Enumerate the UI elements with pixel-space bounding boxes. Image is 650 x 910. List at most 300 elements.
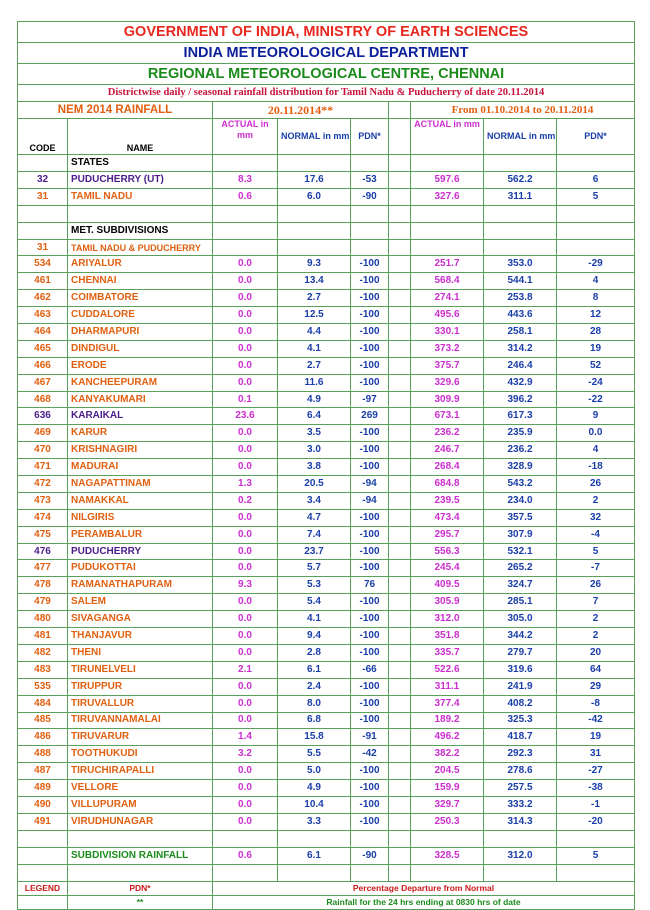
row-name: CHENNAI bbox=[68, 273, 213, 290]
summary-season-pdn: 5 bbox=[557, 847, 635, 864]
gap-cell bbox=[389, 442, 411, 459]
daily-pdn: -100 bbox=[351, 780, 389, 797]
season-pdn: -42 bbox=[557, 712, 635, 729]
daily-pdn: -100 bbox=[351, 695, 389, 712]
season-normal: 314.2 bbox=[484, 340, 557, 357]
season-pdn: 28 bbox=[557, 324, 635, 341]
daily-normal: 4.9 bbox=[278, 780, 351, 797]
daily-actual: 0.0 bbox=[213, 796, 278, 813]
season-pdn: 26 bbox=[557, 577, 635, 594]
col-season-pdn: PDN* bbox=[557, 119, 635, 155]
daily-normal: 5.5 bbox=[278, 746, 351, 763]
daily-actual: 0.0 bbox=[213, 813, 278, 830]
daily-actual: 0.0 bbox=[213, 256, 278, 273]
daily-normal: 4.1 bbox=[278, 611, 351, 628]
daily-normal: 11.6 bbox=[278, 374, 351, 391]
gap-cell bbox=[389, 780, 411, 797]
empty-cell bbox=[411, 205, 484, 222]
daily-actual: 1.3 bbox=[213, 476, 278, 493]
season-actual: 473.4 bbox=[411, 509, 484, 526]
row-name: KARAIKAL bbox=[68, 408, 213, 425]
row-code: 534 bbox=[18, 256, 68, 273]
header-ministry: GOVERNMENT OF INDIA, MINISTRY OF EARTH SCIENCES bbox=[18, 22, 635, 43]
season-actual: 189.2 bbox=[411, 712, 484, 729]
daily-actual: 3.2 bbox=[213, 746, 278, 763]
daily-pdn: -100 bbox=[351, 290, 389, 307]
daily-actual: 0.0 bbox=[213, 442, 278, 459]
season-actual: 329.7 bbox=[411, 796, 484, 813]
daily-normal: 17.6 bbox=[278, 171, 351, 188]
daily-normal: 8.0 bbox=[278, 695, 351, 712]
daily-pdn: -100 bbox=[351, 712, 389, 729]
gap-cell bbox=[389, 763, 411, 780]
district-row bbox=[18, 425, 635, 442]
row-name: KRISHNAGIRI bbox=[68, 442, 213, 459]
gap-cell bbox=[389, 526, 411, 543]
gap-cell bbox=[389, 476, 411, 493]
season-pdn: -8 bbox=[557, 695, 635, 712]
daily-pdn: -100 bbox=[351, 796, 389, 813]
daily-pdn: -100 bbox=[351, 611, 389, 628]
season-normal: 258.1 bbox=[484, 324, 557, 341]
row-code: 491 bbox=[18, 813, 68, 830]
row-code: 485 bbox=[18, 712, 68, 729]
season-actual: 522.6 bbox=[411, 661, 484, 678]
season-actual: 268.4 bbox=[411, 459, 484, 476]
empty-cell bbox=[557, 239, 635, 256]
empty-cell bbox=[278, 222, 351, 239]
daily-pdn: -100 bbox=[351, 340, 389, 357]
col-daily-actual: ACTUAL in mm bbox=[213, 119, 278, 155]
season-normal: 235.9 bbox=[484, 425, 557, 442]
season-actual: 245.4 bbox=[411, 560, 484, 577]
row-name: ARIYALUR bbox=[68, 256, 213, 273]
row-code: 31 bbox=[18, 188, 68, 205]
daily-actual: 0.0 bbox=[213, 290, 278, 307]
summary-season-actual: 328.5 bbox=[411, 847, 484, 864]
row-name: COIMBATORE bbox=[68, 290, 213, 307]
row-name: PUDUCHERRY bbox=[68, 543, 213, 560]
daily-actual: 0.0 bbox=[213, 340, 278, 357]
empty-cell bbox=[557, 222, 635, 239]
gap-cell bbox=[389, 560, 411, 577]
daily-normal: 4.4 bbox=[278, 324, 351, 341]
season-normal: 265.2 bbox=[484, 560, 557, 577]
daily-normal: 3.5 bbox=[278, 425, 351, 442]
season-normal: 234.0 bbox=[484, 492, 557, 509]
district-row bbox=[18, 611, 635, 628]
summary-daily-actual: 0.6 bbox=[213, 847, 278, 864]
season-actual: 375.7 bbox=[411, 357, 484, 374]
season-range: From 01.10.2014 to 20.11.2014 bbox=[411, 102, 635, 119]
daily-pdn: -90 bbox=[351, 188, 389, 205]
daily-pdn: -100 bbox=[351, 543, 389, 560]
empty-cell bbox=[389, 864, 411, 881]
row-name: PUDUKOTTAI bbox=[68, 560, 213, 577]
season-pdn: 32 bbox=[557, 509, 635, 526]
row-code: 481 bbox=[18, 628, 68, 645]
row-name: TIRUVANNAMALAI bbox=[68, 712, 213, 729]
daily-actual: 0.0 bbox=[213, 425, 278, 442]
empty-cell bbox=[557, 155, 635, 172]
daily-actual: 0.0 bbox=[213, 509, 278, 526]
row-code: 471 bbox=[18, 459, 68, 476]
row-code: 476 bbox=[18, 543, 68, 560]
season-pdn: 12 bbox=[557, 307, 635, 324]
season-actual: 251.7 bbox=[411, 256, 484, 273]
season-actual: 204.5 bbox=[411, 763, 484, 780]
season-actual: 409.5 bbox=[411, 577, 484, 594]
season-actual: 159.9 bbox=[411, 780, 484, 797]
daily-pdn: -100 bbox=[351, 374, 389, 391]
row-code: 472 bbox=[18, 476, 68, 493]
empty-cell bbox=[557, 830, 635, 847]
gap-cell bbox=[389, 611, 411, 628]
season-actual: 274.1 bbox=[411, 290, 484, 307]
season-actual: 309.9 bbox=[411, 391, 484, 408]
empty-cell bbox=[351, 155, 389, 172]
row-code: 473 bbox=[18, 492, 68, 509]
season-actual: 312.0 bbox=[411, 611, 484, 628]
season-normal: 357.5 bbox=[484, 509, 557, 526]
row-name: TOOTHUKUDI bbox=[68, 746, 213, 763]
daily-normal: 5.7 bbox=[278, 560, 351, 577]
season-normal: 319.6 bbox=[484, 661, 557, 678]
season-pdn: 19 bbox=[557, 729, 635, 746]
states-heading-label: STATES bbox=[68, 155, 213, 172]
blank-row bbox=[18, 864, 635, 881]
daily-pdn: -53 bbox=[351, 171, 389, 188]
daily-pdn: -100 bbox=[351, 256, 389, 273]
subdiv-heading-label: MET. SUBDIVISIONS bbox=[68, 222, 213, 239]
row-name: DHARMAPURI bbox=[68, 324, 213, 341]
gap-cell bbox=[389, 813, 411, 830]
daily-normal: 4.1 bbox=[278, 340, 351, 357]
season-actual: 673.1 bbox=[411, 408, 484, 425]
empty-cell bbox=[18, 895, 68, 909]
daily-normal: 13.4 bbox=[278, 273, 351, 290]
gap-cell bbox=[389, 340, 411, 357]
season-actual: 382.2 bbox=[411, 746, 484, 763]
empty-cell bbox=[389, 155, 411, 172]
empty-cell bbox=[389, 830, 411, 847]
season-pdn: 29 bbox=[557, 678, 635, 695]
district-row bbox=[18, 408, 635, 425]
daily-pdn: -100 bbox=[351, 324, 389, 341]
daily-actual: 0.0 bbox=[213, 374, 278, 391]
daily-pdn: -100 bbox=[351, 273, 389, 290]
empty-cell bbox=[484, 155, 557, 172]
col-season-actual: ACTUAL in mm bbox=[411, 119, 484, 155]
daily-actual: 8.3 bbox=[213, 171, 278, 188]
gap-cell bbox=[389, 256, 411, 273]
daily-pdn: -100 bbox=[351, 644, 389, 661]
daily-normal: 3.0 bbox=[278, 442, 351, 459]
daily-pdn: -100 bbox=[351, 425, 389, 442]
daily-actual: 0.6 bbox=[213, 188, 278, 205]
daily-pdn: -97 bbox=[351, 391, 389, 408]
row-code: 478 bbox=[18, 577, 68, 594]
daily-actual: 0.0 bbox=[213, 357, 278, 374]
empty-cell bbox=[389, 205, 411, 222]
row-code: 475 bbox=[18, 526, 68, 543]
subdiv-code: 31 bbox=[18, 239, 68, 256]
season-normal: 353.0 bbox=[484, 256, 557, 273]
daily-actual: 0.2 bbox=[213, 492, 278, 509]
gap-cell bbox=[389, 171, 411, 188]
row-code: 465 bbox=[18, 340, 68, 357]
row-name: ERODE bbox=[68, 357, 213, 374]
season-actual: 335.7 bbox=[411, 644, 484, 661]
row-code: 479 bbox=[18, 594, 68, 611]
row-code: 466 bbox=[18, 357, 68, 374]
col-code: CODE bbox=[18, 119, 68, 155]
daily-actual: 0.0 bbox=[213, 526, 278, 543]
daily-actual: 0.0 bbox=[213, 273, 278, 290]
daily-normal: 2.7 bbox=[278, 357, 351, 374]
empty-cell bbox=[18, 155, 68, 172]
season-pdn: 4 bbox=[557, 273, 635, 290]
row-name: THENI bbox=[68, 644, 213, 661]
season-normal: 285.1 bbox=[484, 594, 557, 611]
gap-cell bbox=[389, 273, 411, 290]
legend-star-desc: Rainfall for the 24 hrs ending at 0830 hrs of date bbox=[213, 895, 635, 909]
district-row bbox=[18, 678, 635, 695]
empty-cell bbox=[278, 155, 351, 172]
daily-actual: 0.0 bbox=[213, 543, 278, 560]
row-name: MADURAI bbox=[68, 459, 213, 476]
gap-cell bbox=[389, 729, 411, 746]
empty-cell bbox=[484, 222, 557, 239]
row-code: 636 bbox=[18, 408, 68, 425]
daily-pdn: 76 bbox=[351, 577, 389, 594]
daily-actual: 2.1 bbox=[213, 661, 278, 678]
district-row bbox=[18, 374, 635, 391]
season-pdn: -20 bbox=[557, 813, 635, 830]
season-normal: 253.8 bbox=[484, 290, 557, 307]
district-row bbox=[18, 763, 635, 780]
row-code: 484 bbox=[18, 695, 68, 712]
season-actual: 495.6 bbox=[411, 307, 484, 324]
district-row bbox=[18, 813, 635, 830]
district-row bbox=[18, 746, 635, 763]
daily-normal: 2.4 bbox=[278, 678, 351, 695]
season-normal: 314.3 bbox=[484, 813, 557, 830]
season-normal: 432.9 bbox=[484, 374, 557, 391]
empty-cell bbox=[484, 864, 557, 881]
daily-normal: 5.4 bbox=[278, 594, 351, 611]
season-normal: 543.2 bbox=[484, 476, 557, 493]
gap-cell bbox=[389, 459, 411, 476]
district-row bbox=[18, 526, 635, 543]
row-code: 470 bbox=[18, 442, 68, 459]
summary-daily-normal: 6.1 bbox=[278, 847, 351, 864]
row-code: 535 bbox=[18, 678, 68, 695]
season-normal: 443.6 bbox=[484, 307, 557, 324]
daily-actual: 0.0 bbox=[213, 763, 278, 780]
row-name: VILLUPURAM bbox=[68, 796, 213, 813]
row-name: RAMANATHAPURAM bbox=[68, 577, 213, 594]
season-actual: 330.1 bbox=[411, 324, 484, 341]
daily-normal: 5.0 bbox=[278, 763, 351, 780]
empty-cell bbox=[411, 222, 484, 239]
empty-cell bbox=[213, 864, 278, 881]
blank-row bbox=[18, 205, 635, 222]
season-pdn: -38 bbox=[557, 780, 635, 797]
daily-pdn: -100 bbox=[351, 678, 389, 695]
row-code: 461 bbox=[18, 273, 68, 290]
empty-cell bbox=[18, 864, 68, 881]
season-actual: 568.4 bbox=[411, 273, 484, 290]
daily-normal: 6.0 bbox=[278, 188, 351, 205]
header-imd: INDIA METEOROLOGICAL DEPARTMENT bbox=[18, 43, 635, 64]
season-pdn: 4 bbox=[557, 442, 635, 459]
daily-normal: 6.8 bbox=[278, 712, 351, 729]
daily-pdn: -66 bbox=[351, 661, 389, 678]
daily-actual: 0.0 bbox=[213, 678, 278, 695]
gap-cell bbox=[389, 796, 411, 813]
daily-pdn: -100 bbox=[351, 442, 389, 459]
season-normal: 344.2 bbox=[484, 628, 557, 645]
district-row bbox=[18, 628, 635, 645]
summary-daily-pdn: -90 bbox=[351, 847, 389, 864]
season-normal: 278.6 bbox=[484, 763, 557, 780]
district-row bbox=[18, 594, 635, 611]
empty-cell bbox=[557, 864, 635, 881]
subdiv-row bbox=[18, 239, 635, 256]
district-row bbox=[18, 357, 635, 374]
season-pdn: -24 bbox=[557, 374, 635, 391]
gap-cell bbox=[389, 408, 411, 425]
empty-cell bbox=[389, 222, 411, 239]
district-row bbox=[18, 661, 635, 678]
daily-normal: 9.3 bbox=[278, 256, 351, 273]
row-name: TIRUPPUR bbox=[68, 678, 213, 695]
row-name: TIRUNELVELI bbox=[68, 661, 213, 678]
district-row bbox=[18, 256, 635, 273]
season-pdn: 2 bbox=[557, 611, 635, 628]
empty-cell bbox=[484, 205, 557, 222]
season-normal: 532.1 bbox=[484, 543, 557, 560]
season-normal: 418.7 bbox=[484, 729, 557, 746]
row-code: 467 bbox=[18, 374, 68, 391]
season-pdn: 2 bbox=[557, 628, 635, 645]
row-code: 490 bbox=[18, 796, 68, 813]
season-pdn: 5 bbox=[557, 543, 635, 560]
row-name: NAMAKKAL bbox=[68, 492, 213, 509]
daily-normal: 7.4 bbox=[278, 526, 351, 543]
empty-cell bbox=[213, 222, 278, 239]
season-actual: 496.2 bbox=[411, 729, 484, 746]
row-code: 483 bbox=[18, 661, 68, 678]
district-row bbox=[18, 459, 635, 476]
gap-cell bbox=[389, 307, 411, 324]
empty-cell bbox=[484, 830, 557, 847]
daily-pdn: -100 bbox=[351, 628, 389, 645]
season-normal: 325.3 bbox=[484, 712, 557, 729]
daily-pdn: -100 bbox=[351, 357, 389, 374]
season-pdn: -22 bbox=[557, 391, 635, 408]
empty-cell bbox=[557, 205, 635, 222]
daily-pdn: -100 bbox=[351, 459, 389, 476]
gap-cell bbox=[389, 695, 411, 712]
row-name: DINDIGUL bbox=[68, 340, 213, 357]
gap-cell bbox=[389, 543, 411, 560]
district-row bbox=[18, 476, 635, 493]
district-row bbox=[18, 509, 635, 526]
row-code: 486 bbox=[18, 729, 68, 746]
empty-cell bbox=[213, 205, 278, 222]
season-actual: 373.2 bbox=[411, 340, 484, 357]
district-row bbox=[18, 307, 635, 324]
empty-cell bbox=[351, 864, 389, 881]
empty-cell bbox=[18, 205, 68, 222]
daily-pdn: -42 bbox=[351, 746, 389, 763]
gap-cell bbox=[389, 290, 411, 307]
daily-actual: 9.3 bbox=[213, 577, 278, 594]
season-normal: 562.2 bbox=[484, 171, 557, 188]
district-row bbox=[18, 560, 635, 577]
subdiv-name: TAMIL NADU & PUDUCHERRY bbox=[68, 239, 213, 256]
season-pdn: -27 bbox=[557, 763, 635, 780]
empty-cell bbox=[411, 864, 484, 881]
gap-cell bbox=[389, 509, 411, 526]
season-actual: 351.8 bbox=[411, 628, 484, 645]
state-row bbox=[18, 188, 635, 205]
empty-cell bbox=[351, 830, 389, 847]
district-row bbox=[18, 695, 635, 712]
district-row bbox=[18, 796, 635, 813]
row-name: NAGAPATTINAM bbox=[68, 476, 213, 493]
gap-cell bbox=[389, 425, 411, 442]
district-row bbox=[18, 442, 635, 459]
gap-cell bbox=[389, 628, 411, 645]
season-pdn: 8 bbox=[557, 290, 635, 307]
district-row bbox=[18, 729, 635, 746]
daily-normal: 10.4 bbox=[278, 796, 351, 813]
daily-pdn: -100 bbox=[351, 560, 389, 577]
season-actual: 597.6 bbox=[411, 171, 484, 188]
empty-cell bbox=[389, 239, 411, 256]
row-name: KANYAKUMARI bbox=[68, 391, 213, 408]
season-pdn: 52 bbox=[557, 357, 635, 374]
season-normal: 544.1 bbox=[484, 273, 557, 290]
gap-cell bbox=[389, 594, 411, 611]
subdivision-summary-row bbox=[18, 847, 635, 864]
legend-pdn-key: PDN* bbox=[68, 881, 213, 895]
empty-cell bbox=[68, 205, 213, 222]
season-normal: 246.4 bbox=[484, 357, 557, 374]
daily-actual: 0.0 bbox=[213, 324, 278, 341]
row-code: 489 bbox=[18, 780, 68, 797]
empty-cell bbox=[411, 239, 484, 256]
season-actual: 295.7 bbox=[411, 526, 484, 543]
season-actual: 329.6 bbox=[411, 374, 484, 391]
season-pdn: 19 bbox=[557, 340, 635, 357]
row-code: 464 bbox=[18, 324, 68, 341]
empty-cell bbox=[213, 830, 278, 847]
district-row bbox=[18, 712, 635, 729]
row-name: NILGIRIS bbox=[68, 509, 213, 526]
gap-cell bbox=[389, 661, 411, 678]
row-name: TIRUCHIRAPALLI bbox=[68, 763, 213, 780]
daily-normal: 2.8 bbox=[278, 644, 351, 661]
daily-normal: 15.8 bbox=[278, 729, 351, 746]
row-name: TAMIL NADU bbox=[68, 188, 213, 205]
row-name: KARUR bbox=[68, 425, 213, 442]
subdiv-heading bbox=[18, 222, 635, 239]
season-actual: 311.1 bbox=[411, 678, 484, 695]
